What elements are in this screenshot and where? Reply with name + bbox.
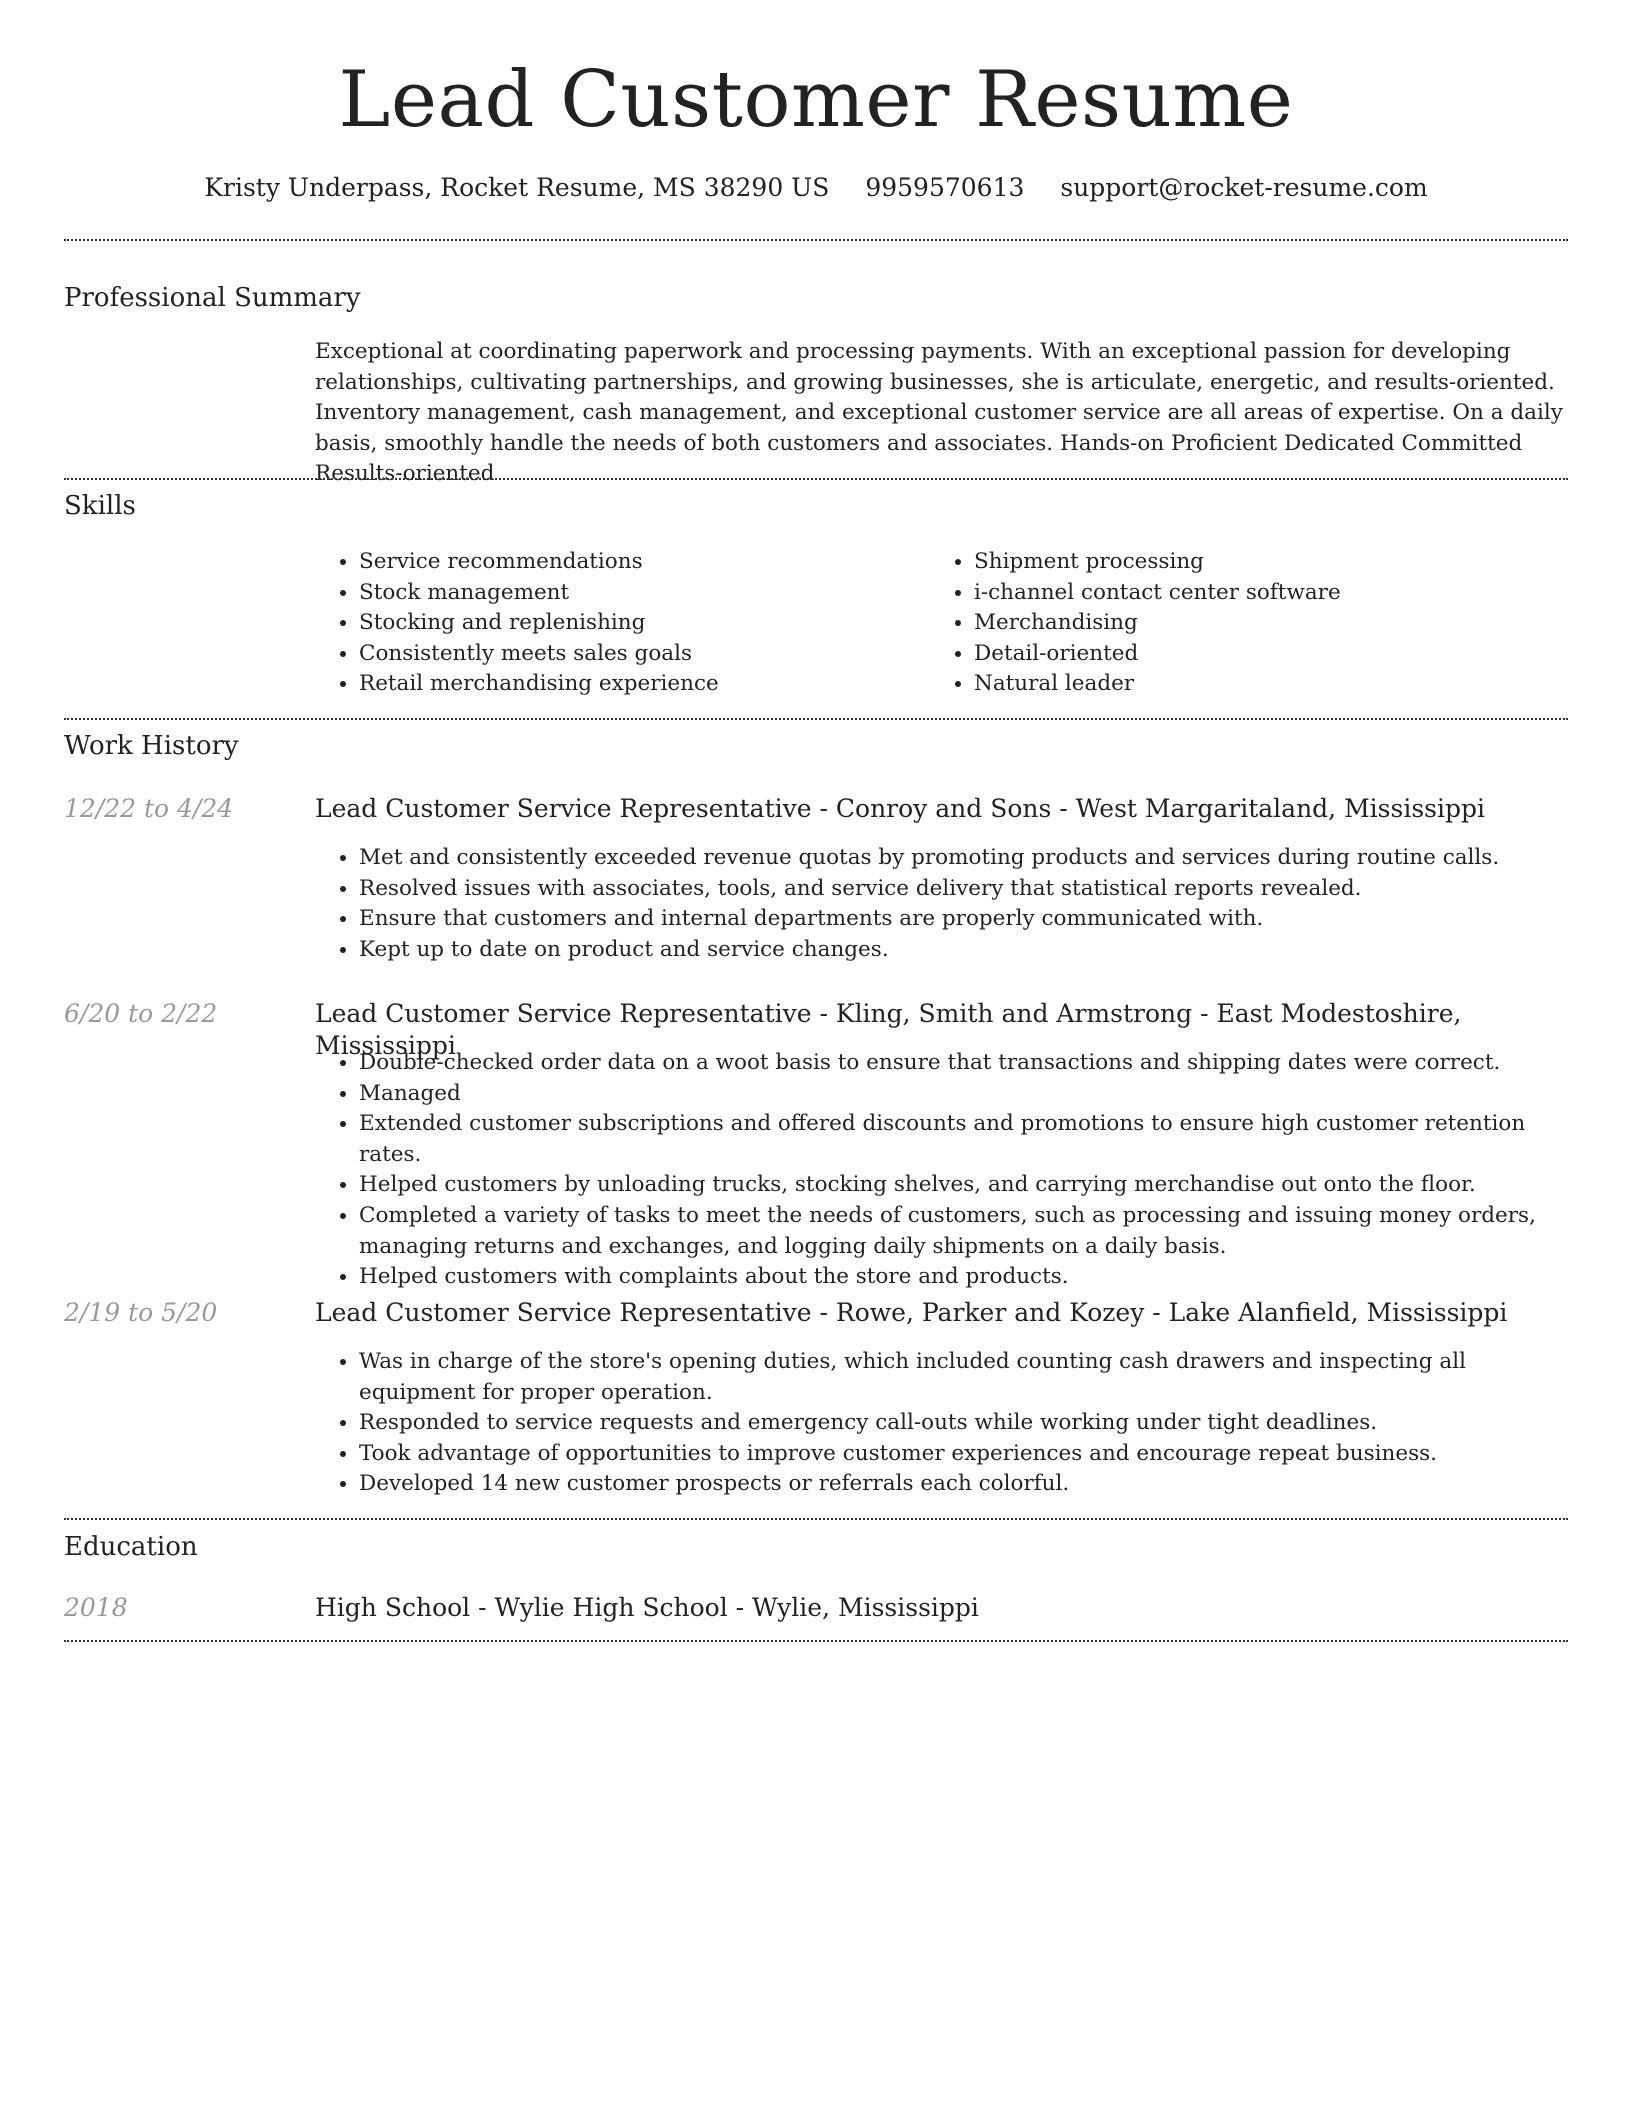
job-title: Lead Customer Service Representative - Kling, Smith and Armstrong - East Modestoshire, Mississippi <box>315 999 1462 1060</box>
skill-item: • i-channel contact center software <box>974 578 1544 609</box>
resume-title: Lead Customer Resume <box>338 55 1294 145</box>
education-entry: High School - Wylie High School - Wylie, Mississippi <box>315 1593 979 1622</box>
skill-item: • Service recommendations <box>359 547 919 578</box>
job-title: Lead Customer Service Representative - Rowe, Parker and Kozey - Lake Alanfield, Mississippi <box>315 1298 1508 1327</box>
job-bullet: • Met and consistently exceeded revenue quotas by promoting products and services during routine calls. <box>359 843 1568 874</box>
job-bullets <box>315 1048 1568 1293</box>
job-bullet: • Took advantage of opportunities to improve customer experiences and encourage repeat business. <box>359 1439 1568 1470</box>
skills-heading: Skills <box>64 491 136 521</box>
job-title: Lead Customer Service Representative - Conroy and Sons - West Margaritaland, Mississippi <box>315 794 1485 823</box>
job-bullet: • Helped customers by unloading trucks, stocking shelves, and carrying merchandise out onto the floor. <box>359 1170 1568 1201</box>
summary-text: Exceptional at coordinating paperwork and processing payments. With an exceptional passion for developing relationships, cultivating partnerships, and growing businesses, she is articulate, energetic, and results-oriented. Inventory management, cash management, and exceptional customer service are all areas of expertise. On a daily basis, smoothly handle the needs of both customers and associates. Hands-on Proficient Dedicated Committed Results-oriented <box>315 339 1563 486</box>
divider <box>64 478 1568 480</box>
job-bullets <box>315 843 1568 965</box>
skill-item: • Retail merchandising experience <box>359 669 919 700</box>
contact-line <box>64 172 1568 204</box>
divider <box>64 239 1568 241</box>
job-bullet: • Extended customer subscriptions and offered discounts and promotions to ensure high customer retention rates. <box>359 1109 1568 1170</box>
job-bullet: • Completed a variety of tasks to meet the needs of customers, such as processing and issuing money orders, managing returns and exchanges, and logging daily shipments on a daily basis. <box>359 1201 1568 1262</box>
job-bullet: • Was in charge of the store's opening duties, which included counting cash drawers and inspecting all equipment for proper operation. <box>359 1347 1568 1408</box>
job-dates: 2/19 to 5/20 <box>64 1298 218 1327</box>
contact-address: Kristy Underpass, Rocket Resume, MS 38290 US <box>204 173 830 202</box>
skill-item: • Merchandising <box>974 608 1544 639</box>
job-bullet: • Resolved issues with associates, tools, and service delivery that statistical reports revealed. <box>359 874 1568 905</box>
divider <box>64 1518 1568 1520</box>
skill-item: • Stocking and replenishing <box>359 608 919 639</box>
job-dates: 12/22 to 4/24 <box>64 794 234 823</box>
skill-item: • Detail-oriented <box>974 639 1544 670</box>
job-bullets <box>315 1347 1568 1500</box>
skills-list-left <box>315 547 919 700</box>
job-bullet: • Double-checked order data on a woot basis to ensure that transactions and shipping dates were correct. <box>359 1048 1568 1079</box>
contact-phone: 9959570613 <box>865 173 1025 202</box>
job-bullet: • Ensure that customers and internal departments are properly communicated with. <box>359 904 1568 935</box>
skill-item: • Shipment processing <box>974 547 1544 578</box>
job-dates: 6/20 to 2/22 <box>64 999 218 1028</box>
education-heading: Education <box>64 1532 198 1562</box>
skill-item: • Stock management <box>359 578 919 609</box>
skills-list-right <box>930 547 1544 700</box>
skill-item: • Consistently meets sales goals <box>359 639 919 670</box>
job-bullet: • Helped customers with complaints about the store and products. <box>359 1262 1568 1293</box>
job-bullet: • Kept up to date on product and service changes. <box>359 935 1568 966</box>
job-bullet: • Responded to service requests and emergency call-outs while working under tight deadlines. <box>359 1408 1568 1439</box>
summary-heading: Professional Summary <box>64 283 361 313</box>
job-bullet: • Managed <box>359 1079 1568 1110</box>
education-year: 2018 <box>64 1593 128 1622</box>
divider <box>64 718 1568 720</box>
skill-item: • Natural leader <box>974 669 1544 700</box>
job-bullet: • Developed 14 new customer prospects or referrals each colorful. <box>359 1469 1568 1500</box>
divider <box>64 1640 1568 1642</box>
work-heading: Work History <box>64 731 239 761</box>
contact-email: support@rocket-resume.com <box>1060 173 1428 202</box>
